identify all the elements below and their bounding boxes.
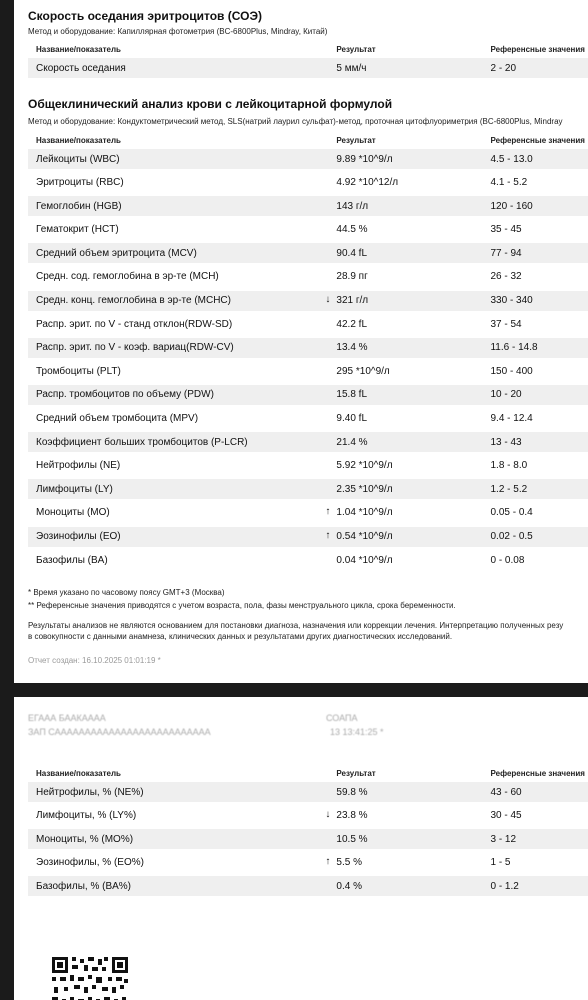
table-row (28, 196, 588, 216)
row-ref: 0 - 1.2 (490, 880, 519, 892)
row-result-value: 5.92 *10^9/л (336, 460, 393, 472)
row-ref: 150 - 400 (490, 365, 533, 377)
row-result-value: 42.2 fL (336, 318, 368, 330)
header-result: Результат (336, 768, 376, 778)
row-ref: 3 - 12 (490, 833, 517, 845)
row-result (332, 460, 490, 471)
row-ref: 330 - 340 (490, 295, 533, 307)
table-row (28, 550, 588, 570)
row-result-value: 0.54 *10^9/л (336, 531, 393, 542)
row-result-value: 0.4 % (336, 880, 362, 892)
row-result-value: 1.04 *10^9/л (336, 507, 393, 519)
row-result (332, 342, 490, 353)
row-result (332, 413, 490, 424)
row-result (325, 506, 490, 519)
row-result-value: 13.4 % (336, 342, 368, 354)
row-result (332, 366, 490, 377)
blurred-header-line-2: ЗАП САААААААААААААААААААААААААА (28, 727, 211, 737)
table-header (28, 764, 588, 782)
row-result (332, 154, 490, 165)
header-ref: Референсные значения (490, 44, 585, 54)
table-row (28, 432, 588, 452)
blurred-header-line-2-right: 13 13:41:25 * (330, 727, 384, 737)
row-result (332, 224, 490, 235)
row-ref: 1.8 - 8.0 (490, 460, 528, 472)
row-ref: 10 - 20 (490, 389, 522, 401)
row-result: 5 мм/ч (336, 62, 367, 74)
header-ref: Референсные значения (490, 768, 585, 778)
table-row (28, 338, 588, 358)
row-name: Средний объем тромбоцита (MPV) (36, 413, 199, 425)
row-result-value: 15.8 fL (336, 389, 368, 401)
row-ref: 1 - 5 (490, 857, 511, 869)
blurred-header-line-1-right: СОАПА (326, 713, 358, 723)
report-page-2 (14, 697, 588, 1000)
row-result (325, 530, 490, 542)
row-ref: 43 - 60 (490, 786, 522, 798)
footnotes (28, 586, 456, 612)
row-result (325, 294, 490, 307)
row-ref: 77 - 94 (490, 247, 522, 259)
row-result (332, 437, 490, 448)
row-name: Эозинофилы (EO) (36, 531, 121, 542)
row-ref: 0 - 0.08 (490, 554, 525, 566)
table-row (28, 291, 588, 311)
ref-note: ** Референсные значения приводятся с учетом возраста, пола, фазы менструального цикла, срока беременности. (28, 601, 456, 610)
table-row (28, 220, 588, 240)
differential-percent-table (28, 764, 588, 900)
row-ref: 11.6 - 14.8 (490, 342, 538, 354)
row-result (325, 856, 490, 869)
row-result-value: 321 г/л (336, 295, 369, 307)
disclaimer-line-1: Результаты анализов не являются основанием для постановки диагноза, назначения или коррекции лечения. Интерпретацию полученных резу (28, 621, 564, 630)
table-row (28, 385, 588, 405)
table-row (28, 267, 588, 287)
row-result (332, 389, 490, 400)
row-ref: 9.4 - 12.4 (490, 413, 533, 425)
table-row (28, 806, 588, 826)
row-result-value: 143 г/л (336, 200, 369, 212)
row-ref: 2 - 20 (490, 62, 517, 74)
table-row (28, 409, 588, 429)
cbc-method: Метод и оборудование: Кондуктометрический метод, SLS(натрий лаурил сульфат)-метод, проточная цитофлуориметрия (BC-6800Plus, Mindray (28, 117, 563, 126)
table-row (28, 243, 588, 263)
row-result-value: 10.5 % (336, 833, 368, 845)
row-ref: 4.1 - 5.2 (490, 177, 528, 189)
row-name: Нейтрофилы, % (NE%) (36, 786, 144, 798)
row-result-value: 295 *10^9/л (336, 365, 390, 377)
row-result-value: 9.89 *10^9/л (336, 153, 393, 165)
row-name: Эритроциты (RBC) (36, 177, 124, 189)
row-result-value: 2.35 *10^9/л (336, 483, 393, 495)
esr-section-title: Скорость оседания эритроцитов (СОЭ) (28, 9, 262, 23)
row-name: Средн. конц. гемоглобина в эр-те (MCHC) (36, 295, 231, 307)
row-result (332, 834, 490, 845)
esr-table (28, 40, 588, 82)
row-result-value: 0.04 *10^9/л (336, 554, 393, 566)
row-result-value: 28.9 пг (336, 271, 368, 283)
row-name: Средний объем эритроцита (MCV) (36, 247, 197, 259)
row-result-value: 90.4 fL (336, 247, 368, 259)
header-name: Название/показатель (36, 44, 121, 54)
row-ref: 35 - 45 (490, 224, 522, 236)
table-row (28, 853, 588, 873)
row-name: Базофилы (BA) (36, 554, 108, 566)
row-result-value: 4.92 *10^12/л (336, 177, 399, 189)
row-result (332, 248, 490, 259)
report-created: Отчет создан: 16.10.2025 01:01:19 * (28, 656, 161, 665)
disclaimer-line-2: в совокупности с данными анамнеза, клинических данных и результатами других диагностических исследований. (28, 632, 453, 641)
row-ref: 13 - 43 (490, 436, 522, 448)
disclaimer (28, 620, 563, 642)
table-row (28, 361, 588, 381)
row-name: Скорость оседания (36, 62, 126, 74)
row-name: Распр. эрит. по V - коэф. вариац(RDW-CV) (36, 342, 234, 354)
time-note: * Время указано по часовому поясу GMT+3 (Москва) (28, 588, 225, 597)
row-result (332, 787, 490, 798)
row-name: Распр. тромбоцитов по объему (PDW) (36, 389, 214, 401)
row-result-value: 59.8 % (336, 786, 368, 798)
row-result-value: 9.40 fL (336, 413, 368, 425)
arrow-up-icon: ↑ (325, 856, 331, 868)
row-ref: 37 - 54 (490, 318, 522, 330)
row-result-value: 44.5 % (336, 224, 368, 236)
cbc-table (28, 131, 588, 574)
arrow-down-icon: ↓ (325, 809, 331, 821)
table-header (28, 131, 588, 149)
table-row (28, 149, 588, 169)
row-ref: 0.05 - 0.4 (490, 507, 533, 519)
header-name: Название/показатель (36, 135, 121, 145)
row-name: Коэффициент больших тромбоцитов (P-LCR) (36, 436, 248, 448)
row-name: Нейтрофилы (NE) (36, 460, 121, 472)
row-ref: 120 - 160 (490, 200, 533, 212)
row-name: Лимфоциты, % (LY%) (36, 810, 137, 822)
row-result (332, 271, 490, 282)
row-name: Средн. сод. гемоглобина в эр-те (MCH) (36, 271, 219, 283)
table-row (28, 479, 588, 499)
row-result (332, 484, 490, 495)
header-result: Результат (336, 135, 376, 145)
esr-method: Метод и оборудование: Капиллярная фотометрия (BC-6800Plus, Mindray, Китай) (28, 27, 328, 36)
qr-code-icon (52, 957, 128, 1000)
row-name: Лимфоциты (LY) (36, 483, 113, 495)
arrow-down-icon: ↓ (325, 294, 331, 306)
row-name: Тромбоциты (PLT) (36, 365, 121, 377)
table-row (28, 782, 588, 802)
table-row (28, 503, 588, 523)
report-page-1 (14, 0, 588, 683)
cbc-section-title: Общеклинический анализ крови с лейкоцитарной формулой (28, 97, 393, 111)
row-result (332, 555, 490, 566)
table-row (28, 58, 588, 78)
row-name: Гемоглобин (HGB) (36, 200, 122, 212)
table-row (28, 527, 588, 547)
row-ref: 30 - 45 (490, 810, 522, 822)
row-result (325, 809, 490, 822)
table-header (28, 40, 588, 58)
row-ref: 0.02 - 0.5 (490, 531, 533, 542)
row-ref: 1.2 - 5.2 (490, 483, 528, 495)
table-row (28, 829, 588, 849)
table-row (28, 456, 588, 476)
arrow-up-icon: ↑ (325, 530, 331, 541)
arrow-up-icon: ↑ (325, 506, 331, 518)
header-name: Название/показатель (36, 768, 121, 778)
row-name: Лейкоциты (WBC) (36, 153, 120, 165)
table-row (28, 314, 588, 334)
row-result (332, 201, 490, 212)
row-name: Моноциты (MO) (36, 507, 110, 519)
row-name: Эозинофилы, % (EO%) (36, 857, 144, 869)
row-name: Распр. эрит. по V - станд отклон(RDW-SD) (36, 318, 233, 330)
row-result-value: 21.4 % (336, 436, 368, 448)
row-ref: 26 - 32 (490, 271, 522, 283)
table-row (28, 173, 588, 193)
header-result: Результат (336, 44, 376, 54)
row-name: Моноциты, % (MO%) (36, 833, 134, 845)
row-name: Базофилы, % (BA%) (36, 880, 131, 892)
row-result (332, 881, 490, 892)
row-name: Гематокрит (HCT) (36, 224, 119, 236)
header-ref: Референсные значения (490, 135, 585, 145)
row-result-value: 23.8 % (336, 810, 368, 822)
row-result-value: 5.5 % (336, 857, 362, 869)
row-result (332, 319, 490, 330)
blurred-header-line-1: ЕГААА БААКАААА (28, 713, 106, 723)
table-row (28, 876, 588, 896)
row-result (332, 177, 490, 188)
row-ref: 4.5 - 13.0 (490, 153, 533, 165)
